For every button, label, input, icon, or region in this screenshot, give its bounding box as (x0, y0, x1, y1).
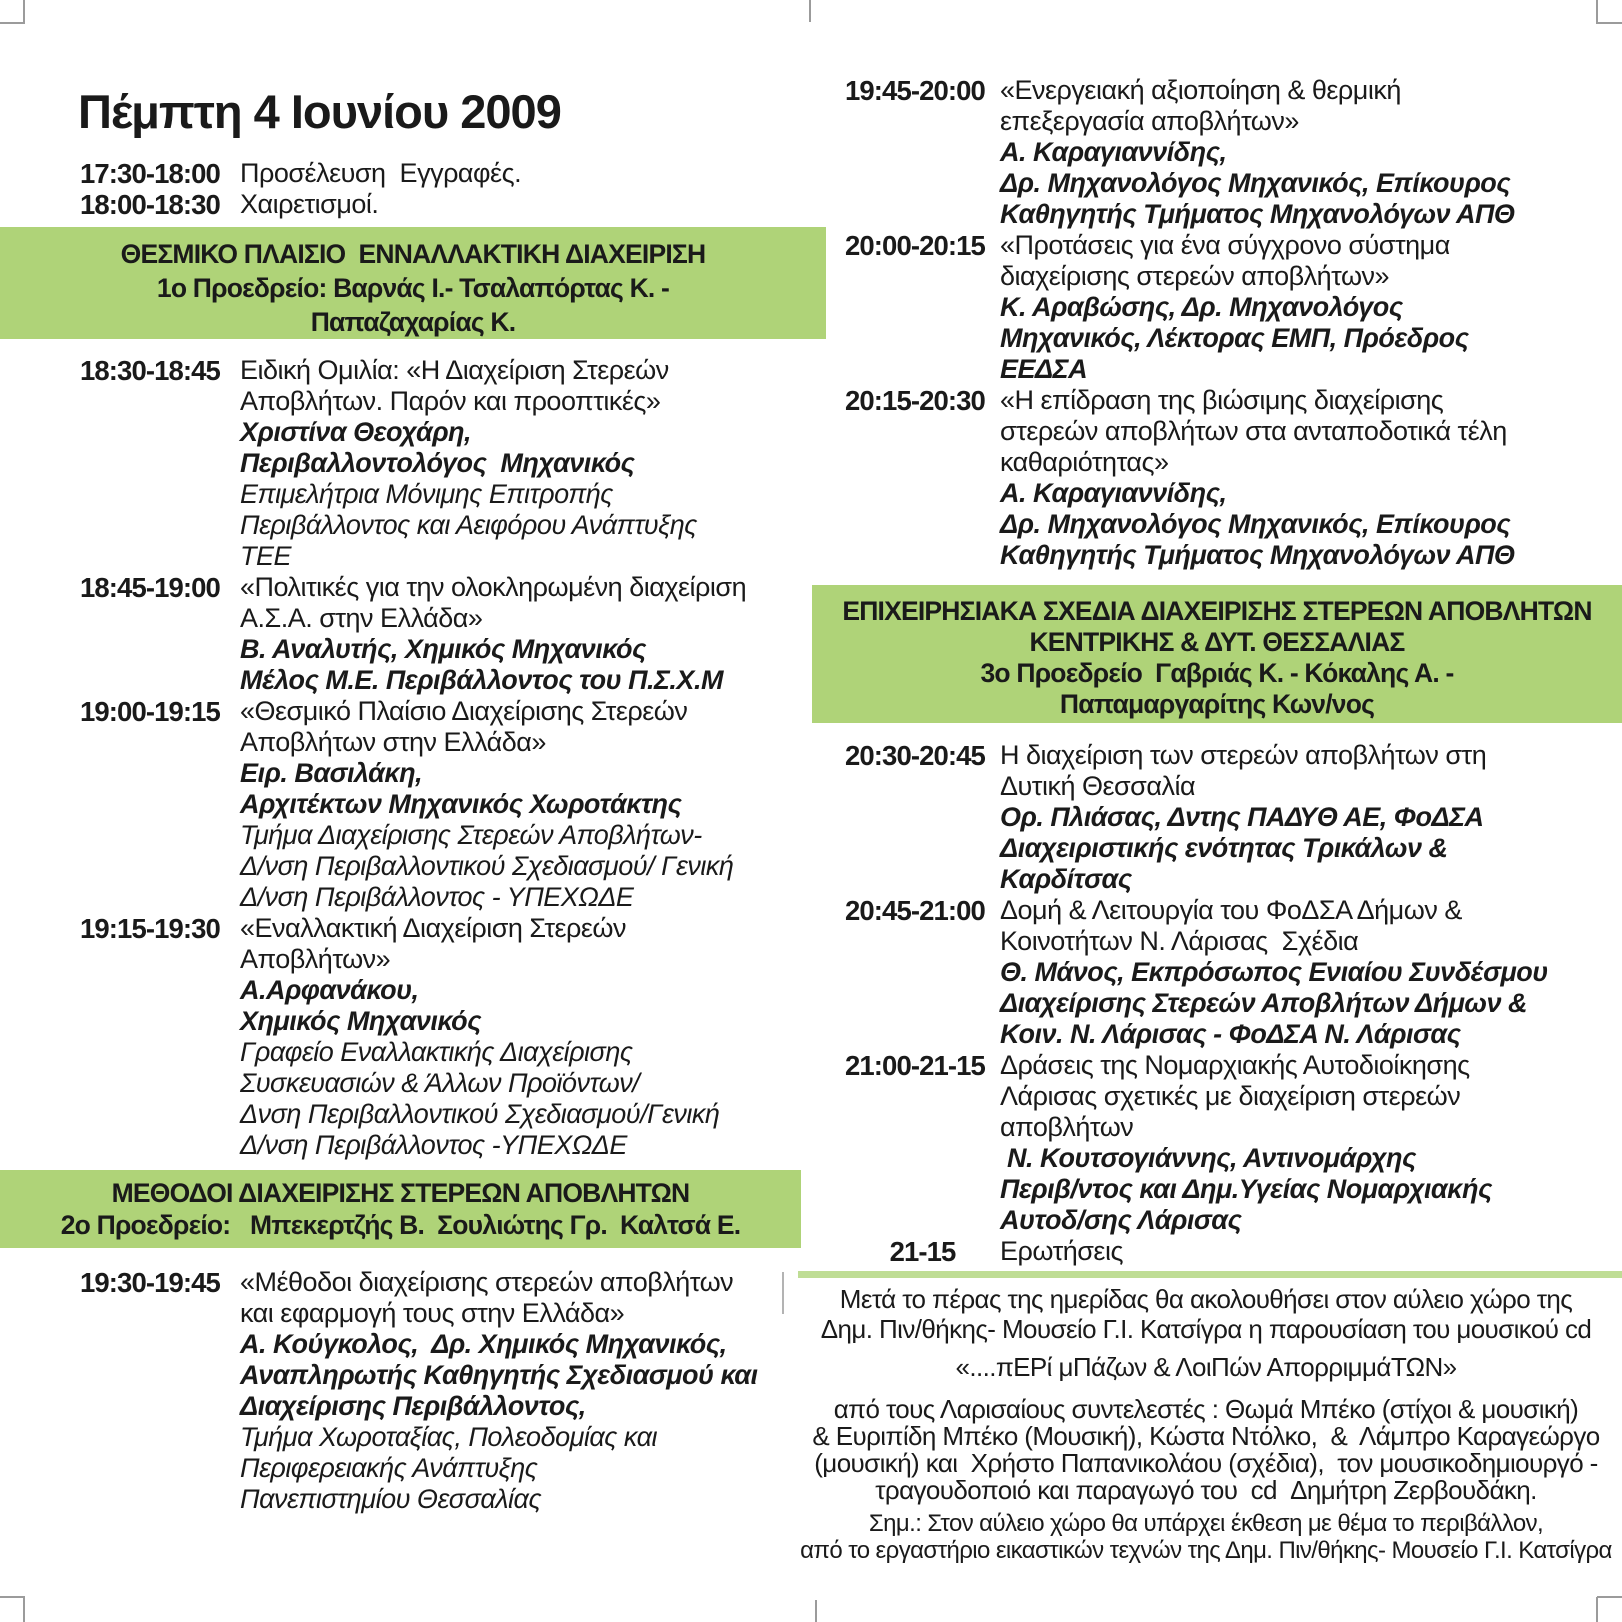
evening-schedule (845, 75, 1514, 571)
session-line: Δ/νση Περιβάλλοντος -ΥΠΕΧΩΔΕ (240, 1130, 627, 1160)
session-line: διαχείρισης στερεών αποβλήτων» (1000, 261, 1390, 291)
session-time: 20:45-21:00 (845, 895, 985, 926)
session-line: Αποβλήτων. Παρόν και προοπτικές» (240, 386, 661, 416)
session-line: Λάρισας σχετικές με διαχείριση στερεών (1000, 1081, 1461, 1111)
footer-line: Σημ.: Στον αύλειο χώρο θα υπάρχει έκθεση με θέμα το περιβάλλον, (868, 1510, 1544, 1537)
session-time: 18:00-18:30 (80, 189, 220, 220)
crop-mark-top-right-vertical (1596, 0, 1598, 24)
session-time: 21:00-21-15 (845, 1050, 985, 1081)
session-line: Η διαχείριση των στερεών αποβλήτων στη (1000, 740, 1487, 770)
session-header-line: 2ο Προεδρείο: Μπεκερτζής Β. Σουλιώτης Γρ. Καλτσά Ε. (60, 1210, 741, 1240)
footer-line: (μουσική) και Χρήστο Παπανικολάου (σχέδια), τον μουσικοδημιουργό - (814, 1448, 1598, 1478)
crop-mark-bottom-center (815, 1600, 817, 1622)
session-line: Αυτοδ/σης Λάρισας (1000, 1205, 1242, 1235)
session-line: Δράσεις της Νομαρχιακής Αυτοδιοίκησης (1000, 1050, 1470, 1080)
footer-line: Δημ. Πιν/θήκης- Μουσείο Γ.Ι. Κατσίγρα η παρουσίαση του μουσικού cd (820, 1314, 1592, 1344)
session-row (845, 230, 1514, 385)
session-time: 20:30-20:45 (845, 740, 985, 771)
session-line: «Ενεργειακή αξιοποίηση & θερμική (1000, 75, 1401, 105)
session-lines (240, 1267, 758, 1515)
session3-schedule (845, 740, 1548, 1267)
session-line: ΕΕΔΣΑ (1000, 354, 1088, 384)
session-line: Δνση Περιβαλλοντικού Σχεδιασμού/Γενική (240, 1099, 720, 1129)
session-line: Γραφείο Εναλλακτικής Διαχείρισης (240, 1037, 633, 1067)
session-line: Κ. Αραβώσης, Δρ. Μηχανολόγος (1000, 292, 1403, 322)
crop-mark-bottom-left-horizontal (0, 1596, 25, 1598)
session-line: Περιβαλλοντολόγος Μηχανικός (240, 448, 635, 478)
session-time: 19:30-19:45 (80, 1267, 220, 1298)
session-line: Περιφερειακής Ανάπτυξης (240, 1453, 538, 1483)
session-time: 21-15 (889, 1236, 956, 1267)
session-row (80, 189, 521, 220)
session-line: Πανεπιστημίου Θεσσαλίας (240, 1484, 542, 1514)
session-line: Τμήμα Χωροταξίας, Πολεοδομίας και (240, 1422, 657, 1452)
session-row (80, 696, 746, 913)
footer-line: & Ευριπίδη Μπέκο (Μουσική), Κώστα Ντόλκο, & Λάμπρο Καραγεώργο (812, 1421, 1600, 1451)
session-line: Περιβ/ντος και Δημ.Υγείας Νομαρχιακής (1000, 1174, 1492, 1204)
footer-note (790, 1510, 1622, 1564)
session-line: «Πολιτικές για την ολοκληρωμένη διαχείριση (240, 572, 747, 602)
session-time: 19:00-19:15 (80, 696, 220, 727)
session-row (845, 385, 1514, 571)
session-line: Μηχανικός, Λέκτορας ΕΜΠ, Πρόεδρος (1000, 323, 1469, 353)
session-line: Ερωτήσεις (1000, 1236, 1123, 1266)
footer-line: από το εργαστήριο εικαστικών τεχνών της Δημ. Πιν/θήκης- Μουσείο Γ.Ι. Κατσίγρα (800, 1537, 1612, 1564)
session-lines (1000, 1050, 1548, 1236)
session-line: Κοινοτήτων Ν. Λάρισας Σχέδια (1000, 926, 1359, 956)
session-line: Δρ. Μηχανολόγος Μηχανικός, Επίκουρος (1000, 168, 1511, 198)
session-line: Ειδική Ομιλία: «Η Διαχείριση Στερεών (240, 355, 669, 385)
session-line: Ν. Κουτσογιάννης, Αντινομάρχης (1000, 1143, 1416, 1173)
session-line: Αναπληρωτής Καθηγητής Σχεδιασμού και (240, 1360, 758, 1390)
session-time: 20:15-20:30 (845, 385, 985, 416)
session2-schedule (80, 1267, 758, 1515)
session-line: Συσκευασιών & Άλλων Προϊόντων/ (240, 1068, 640, 1098)
fold-mark (782, 1272, 784, 1314)
crop-mark-bottom-left-vertical (23, 1597, 25, 1622)
session-lines (240, 355, 746, 572)
session-line: στερεών αποβλήτων στα ανταποδοτικά τέλη (1000, 416, 1507, 446)
session-line: Αποβλήτων στην Ελλάδα» (240, 727, 546, 757)
session-lines (240, 158, 521, 189)
session-time: 19:45-20:00 (845, 75, 985, 106)
session-line: Διαχείρισης Στερεών Αποβλήτων Δήμων & (1000, 988, 1527, 1018)
session-lines (1000, 385, 1514, 571)
session-line: αποβλήτων (1000, 1112, 1134, 1142)
footer-line: Μετά το πέρας της ημερίδας θα ακολουθήσει στον αύλειο χώρο της (839, 1284, 1573, 1314)
page-title: Πέμπτη 4 Ιουνίου 2009 (78, 85, 561, 138)
session-line: καθαριότητας» (1000, 447, 1169, 477)
session-line: Χαιρετισμοί. (240, 189, 379, 219)
footer-line: τραγουδοποιό και παραγωγό του cd Δημήτρη Ζερβουδάκη. (875, 1475, 1537, 1505)
session-line: «Εναλλακτική Διαχείριση Στερεών (240, 913, 626, 943)
footer-line: από τους Λαρισαίους συντελεστές : Θωμά Μπέκο (στίχοι & μουσική) (833, 1394, 1579, 1424)
session-header-line: ΚΕΝΤΡΙΚΗΣ & ΔΥΤ. ΘΕΣΣΑΛΙΑΣ (1029, 627, 1405, 657)
session-lines (1000, 895, 1548, 1050)
session-row (80, 355, 746, 572)
session-row (80, 572, 746, 696)
session-header-line: ΘΕΣΜΙΚΟ ΠΛΑΙΣΙΟ ΕΝΝΑΛΛΑΚΤΙΚΗ ΔΙΑΧΕΙΡΙΣΗ (120, 239, 706, 269)
session-line: «Προτάσεις για ένα σύγχρονο σύστημα (1000, 230, 1450, 260)
session-line: Δομή & Λειτουργία του ΦοΔΣΑ Δήμων & (1000, 895, 1462, 925)
session-line: Ορ. Πλιάσας, Δντης ΠΑΔΥΘ ΑΕ, ΦοΔΣΑ (1000, 802, 1484, 832)
crop-mark-top-left-vertical (23, 0, 25, 24)
session-line: Δυτική Θεσσαλία (1000, 771, 1196, 801)
session-line: Α. Καραγιαννίδης, (1000, 478, 1227, 508)
session-line: Επιμελήτρια Μόνιμης Επιτροπής (240, 479, 613, 509)
session-row (845, 75, 1514, 230)
footer-credits (790, 1396, 1622, 1504)
footer-announcement (790, 1284, 1622, 1344)
session-line: Καθηγητής Τμήματος Μηχανολόγων ΑΠΘ (1000, 199, 1515, 229)
crop-mark-bottom-right-vertical (1596, 1597, 1598, 1622)
session-row (845, 1236, 1548, 1267)
session-line: Περιβάλλοντος και Αειφόρου Ανάπτυξης (240, 510, 697, 540)
session-line: Β. Αναλυτής, Χημικός Μηχανικός (240, 634, 646, 664)
session-header-line: 3ο Προεδρείο Γαβριάς Κ. - Κόκαλης Α. - (980, 658, 1454, 688)
session-line: Αρχιτέκτων Μηχανικός Χωροτάκτης (240, 789, 682, 819)
crop-mark-bottom-right-horizontal (1597, 1596, 1622, 1598)
session-line: Διαχειριστικής ενότητας Τρικάλων & (1000, 833, 1448, 863)
session-header-line: ΕΠΙΧΕΙΡΗΣΙΑΚΑ ΣΧΕΔΙΑ ΔΙΑΧΕΙΡΙΣΗΣ ΣΤΕΡΕΩΝ ΑΠΟΒΛΗΤΩΝ (842, 596, 1592, 626)
session-line: Χριστίνα Θεοχάρη, (240, 417, 472, 447)
session-line: Τμήμα Διαχείρισης Στερεών Αποβλήτων- (240, 820, 702, 850)
session1-schedule (80, 355, 746, 1161)
session-line: Δρ. Μηχανολόγος Μηχανικός, Επίκουρος (1000, 509, 1511, 539)
crop-mark-top-left-horizontal (0, 22, 25, 24)
session-line: «Θεσμικό Πλαίσιο Διαχείρισης Στερεών (240, 696, 688, 726)
session2-header (0, 1170, 801, 1248)
session-row (845, 895, 1548, 1050)
session-header-line: Παπαμαργαρίτης Κων/νος (1059, 689, 1375, 719)
session-line: Α. Καραγιαννίδης, (1000, 137, 1227, 167)
session-lines (1000, 230, 1514, 385)
session-line: Θ. Μάνος, Εκπρόσωπος Ενιαίου Συνδέσμου (1000, 957, 1548, 987)
session-line: Α. Κούγκολος, Δρ. Χημικός Μηχανικός, (240, 1329, 727, 1359)
session-lines (1000, 75, 1514, 230)
session-time: 18:30-18:45 (80, 355, 220, 386)
session-lines (1000, 1236, 1548, 1267)
footer-cd-title (790, 1352, 1622, 1382)
session-line: επεξεργασία αποβλήτων» (1000, 106, 1299, 136)
session-time: 20:00-20:15 (845, 230, 985, 261)
session-line: Διαχείρισης Περιβάλλοντος, (240, 1391, 586, 1421)
session-line: Α.Σ.Α. στην Ελλάδα» (240, 603, 483, 633)
session-lines (240, 572, 746, 696)
session-line: Δ/νση Περιβαλλοντικού Σχεδιασμού/ Γενική (240, 851, 734, 881)
session-header-line: ΜΕΘΟΔΟΙ ΔΙΑΧΕΙΡΙΣΗΣ ΣΤΕΡΕΩΝ ΑΠΟΒΛΗΤΩΝ (111, 1178, 690, 1208)
session-time: 17:30-18:00 (80, 158, 220, 189)
session-line: Κοιν. Ν. Λάρισας - ΦοΔΣΑ Ν. Λάρισας (1000, 1019, 1461, 1049)
session-line: Χημικός Μηχανικός (240, 1006, 481, 1036)
session-line: και εφαρμογή τους στην Ελλάδα» (240, 1298, 625, 1328)
session-line: «Η επίδραση της βιώσιμης διαχείρισης (1000, 385, 1444, 415)
session-line: Καρδίτσας (1000, 864, 1132, 894)
session-lines (240, 189, 521, 220)
session-line: Καθηγητής Τμήματος Μηχανολόγων ΑΠΘ (1000, 540, 1515, 570)
session-lines (240, 913, 746, 1161)
session-time: 18:45-19:00 (80, 572, 220, 603)
session-time: 19:15-19:30 (80, 913, 220, 944)
session-line: Ειρ. Βασιλάκη, (240, 758, 423, 788)
session-header-line: Παπαζαχαρίας Κ. (310, 307, 516, 337)
session-line: Προσέλευση Εγγραφές. (240, 158, 522, 188)
session-line: Μέλος Μ.Ε. Περιβάλλοντος του Π.Σ.Χ.Μ (240, 665, 723, 695)
session-lines (1000, 740, 1548, 895)
session-header-line: 1ο Προεδρείο: Βαρνάς Ι.- Τσαλαπόρτας Κ. - (156, 273, 670, 303)
session-line: Αποβλήτων» (240, 944, 391, 974)
session-row (80, 913, 746, 1161)
session-row (80, 1267, 758, 1515)
session-line: Δ/νση Περιβάλλοντος - ΥΠΕΧΩΔΕ (240, 882, 634, 912)
crop-mark-top-center (809, 0, 811, 22)
session-row (80, 158, 521, 189)
footer-divider (798, 1271, 1622, 1278)
session3-header (812, 585, 1622, 723)
session-line: Α.Αρφανάκου, (240, 975, 419, 1005)
crop-mark-top-right-horizontal (1597, 22, 1622, 24)
session-row (845, 1050, 1548, 1236)
intro-schedule (80, 158, 521, 220)
session1-header (0, 227, 826, 339)
footer-line: «....πΕΡί μΠάζων & ΛοιΠών ΑπορριμμάΤΩΝ» (955, 1352, 1457, 1382)
session-lines (240, 696, 746, 913)
session-line: ΤΕΕ (240, 541, 292, 571)
session-line: «Μέθοδοι διαχείρισης στερεών αποβλήτων (240, 1267, 734, 1297)
session-row (845, 740, 1548, 895)
